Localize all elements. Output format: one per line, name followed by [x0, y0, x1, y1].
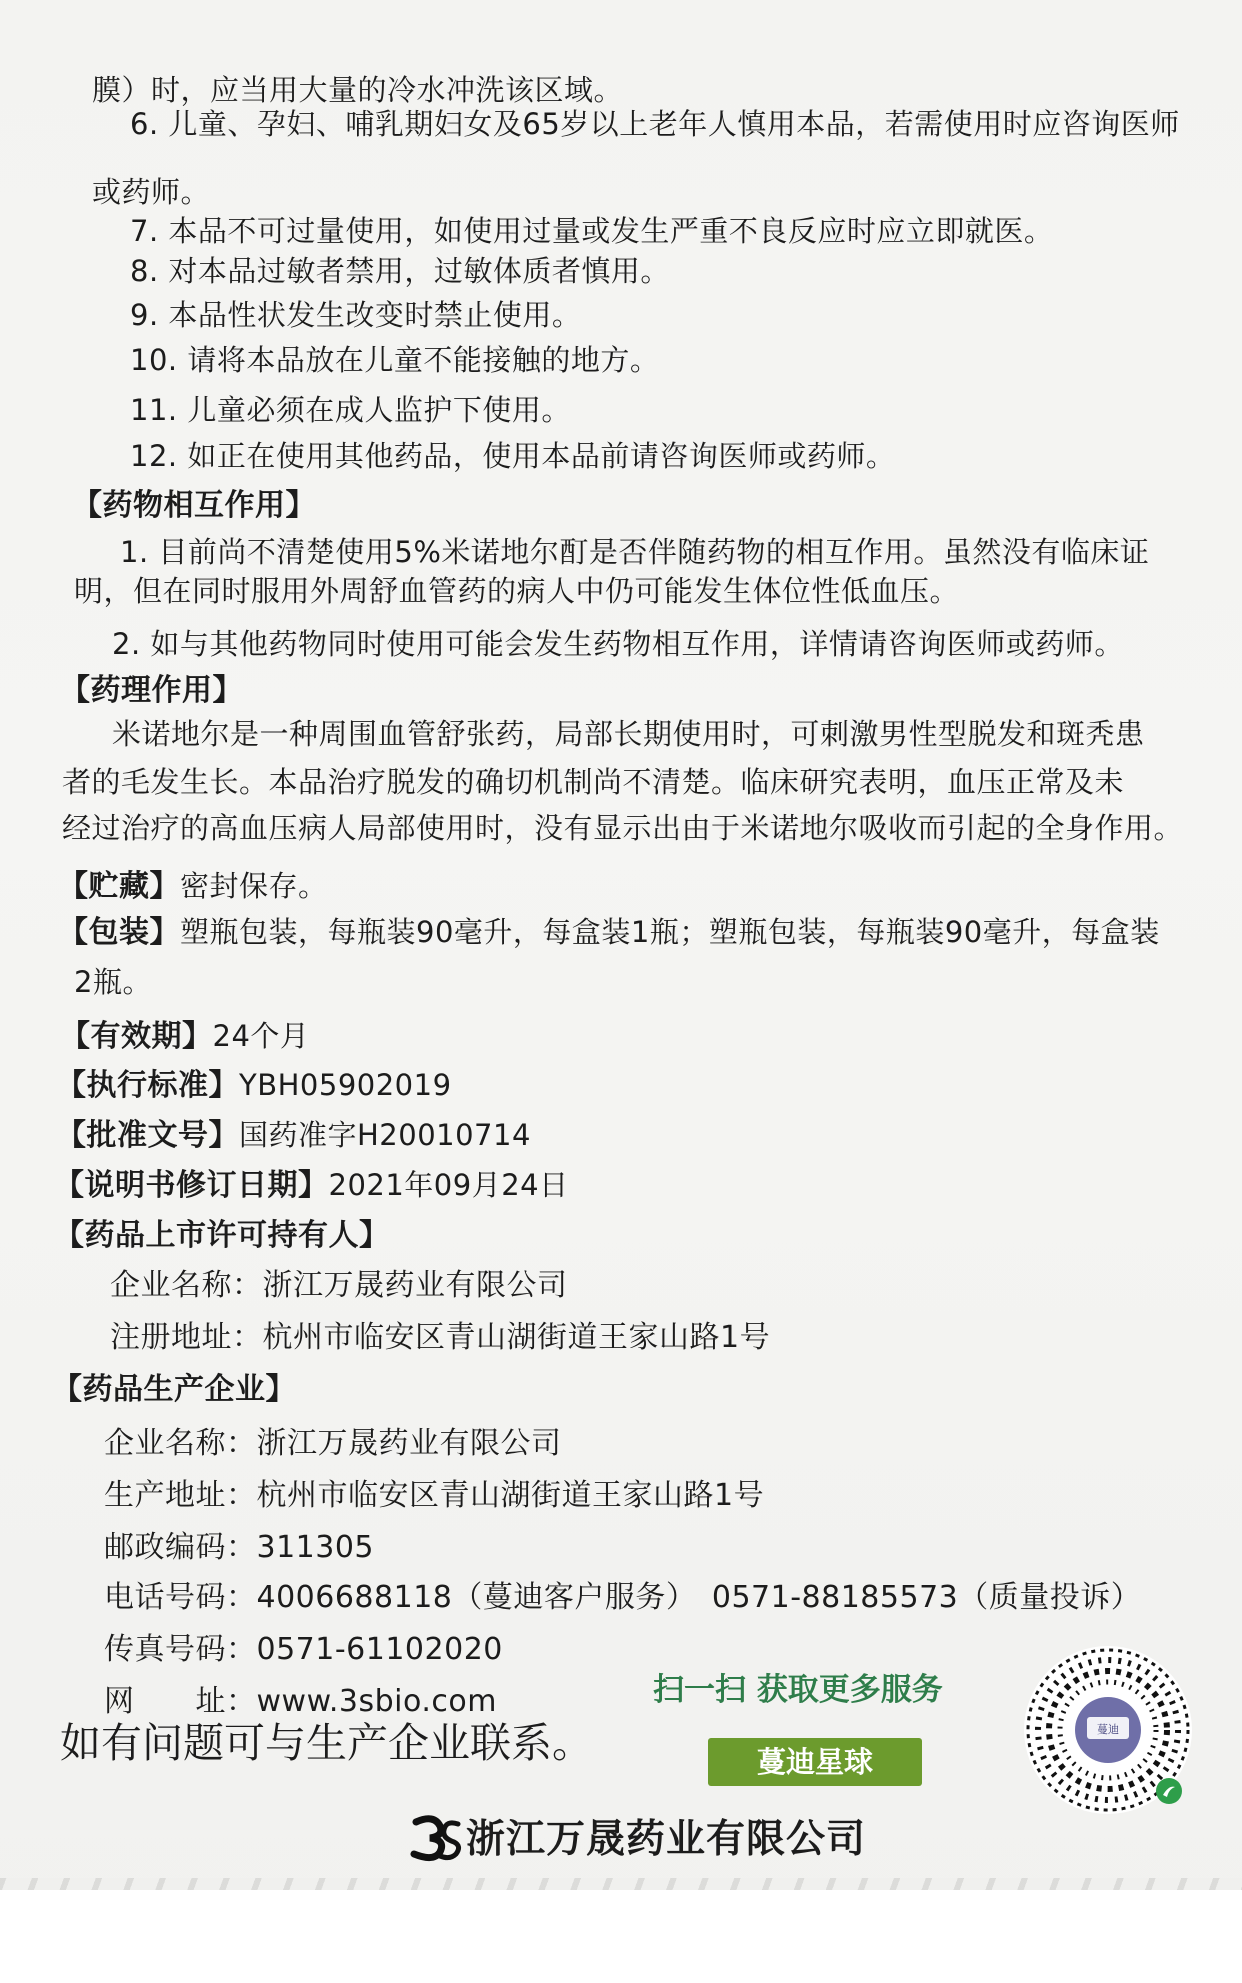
holder-company-label: 企业名称： [110, 1268, 263, 1303]
interaction-1: 1. 目前尚不清楚使用5%米诺地尔酊是否伴随药物的相互作用。虽然没有临床证 [120, 535, 1150, 569]
phone-label: 电话号码： [104, 1580, 257, 1615]
website-label: 网 址： [104, 1684, 257, 1719]
manufacturer-company-row [104, 1426, 562, 1462]
approval-label: 【批准文号】 [56, 1118, 239, 1153]
expiry-row [60, 1018, 309, 1055]
caution-6: 6. 儿童、孕妇、哺乳期妇女及65岁以上老年人慎用本品，若需使用时应咨询医师 [130, 107, 1180, 141]
manufacturer-address-value: 杭州市临安区青山湖街道王家山路1号 [256, 1478, 765, 1513]
packaging-continued: 2瓶。 [74, 965, 152, 999]
website-row [104, 1684, 497, 1720]
phone-value: 4006688118（蔓迪客户服务） 0571-88185573（质量投诉） [256, 1580, 1142, 1615]
caution-9: 9. 本品性状发生改变时禁止使用。 [130, 298, 582, 332]
fax-row [104, 1632, 503, 1668]
section-heading-pharmacology: 【药理作用】 [60, 673, 243, 708]
packaging-value: 塑瓶包装，每瓶装90毫升，每盒装1瓶；塑瓶包装，每瓶装90毫升，每盒装 [180, 915, 1160, 949]
postal-code-label: 邮政编码： [104, 1530, 257, 1565]
holder-company-row [110, 1268, 568, 1304]
holder-address-label: 注册地址： [110, 1320, 263, 1355]
section-heading-manufacturer: 【药品生产企业】 [52, 1372, 296, 1407]
pharmacology-line-1: 米诺地尔是一种周围血管舒张药，局部长期使用时，可刺激男性型脱发和斑秃患 [112, 717, 1145, 751]
approval-row [56, 1117, 531, 1154]
expiry-label: 【有效期】 [60, 1019, 213, 1054]
qr-center-label: 蔓迪 [1097, 1723, 1119, 1736]
standard-label: 【执行标准】 [56, 1068, 239, 1103]
storage-value: 密封保存。 [180, 869, 328, 903]
standard-value: YBH05902019 [239, 1068, 452, 1102]
manufacturer-address-row [104, 1478, 764, 1514]
pharmacology-line-3: 经过治疗的高血压病人局部使用时，没有显示出由于米诺地尔吸收而引起的全身作用。 [62, 811, 1184, 845]
caution-5-continued: 膜）时，应当用大量的冷水冲洗该区域。 [92, 73, 624, 107]
storage-row [58, 868, 328, 905]
caution-8: 8. 对本品过敏者禁用，过敏体质者慎用。 [130, 254, 670, 288]
packaging-label: 【包装】 [58, 915, 180, 950]
packaging-row [58, 914, 1160, 951]
approval-value: 国药准字H20010714 [239, 1118, 531, 1152]
mandi-planet-button[interactable]: 蔓迪星球 [708, 1738, 922, 1786]
caution-11: 11. 儿童必须在成人监护下使用。 [130, 393, 571, 427]
manufacturer-company-label: 企业名称： [104, 1426, 257, 1461]
footer-company-name: 浙江万晟药业有限公司 [466, 1817, 867, 1862]
website-value[interactable]: www.3sbio.com [256, 1684, 497, 1719]
section-heading-holder: 【药品上市许可持有人】 [54, 1218, 390, 1253]
holder-address-value: 杭州市临安区青山湖街道王家山路1号 [262, 1320, 771, 1355]
section-heading-interactions: 【药物相互作用】 [72, 488, 316, 523]
standard-row [56, 1067, 452, 1104]
revision-row [54, 1167, 569, 1204]
interaction-2: 2. 如与其他药物同时使用可能会发生药物相互作用，详情请咨询医师或药师。 [112, 627, 1124, 661]
interaction-1-continued: 明，但在同时服用外周舒血管药的病人中仍可能发生体位性低血压。 [74, 574, 960, 608]
fax-value: 0571-61102020 [256, 1632, 503, 1667]
contact-note: 如有问题可与生产企业联系。 [60, 1719, 593, 1767]
page-bottom-margin [0, 1890, 1242, 1983]
phone-row [104, 1580, 1141, 1616]
caution-6-continued: 或药师。 [92, 175, 211, 209]
expiry-value: 24个月 [212, 1019, 310, 1053]
caution-10: 10. 请将本品放在儿童不能接触的地方。 [130, 343, 660, 377]
caution-7: 7. 本品不可过量使用，如使用过量或发生严重不良反应时应立即就医。 [130, 214, 1054, 248]
mini-program-code-icon[interactable] [1023, 1645, 1193, 1815]
manufacturer-address-label: 生产地址： [104, 1478, 257, 1513]
postal-code-value: 311305 [256, 1530, 375, 1565]
3sbio-logo-icon [410, 1814, 462, 1862]
manufacturer-company-value: 浙江万晟药业有限公司 [256, 1426, 562, 1461]
storage-label: 【贮藏】 [58, 869, 180, 904]
postal-code-row [104, 1530, 374, 1566]
revision-label: 【说明书修订日期】 [54, 1168, 329, 1203]
pharmacology-line-2: 者的毛发生长。本品治疗脱发的确切机制尚不清楚。临床研究表明，血压正常及未 [62, 765, 1125, 799]
caution-12: 12. 如正在使用其他药品，使用本品前请咨询医师或药师。 [130, 439, 896, 473]
revision-value: 2021年09月24日 [328, 1168, 569, 1202]
scan-promo-text: 扫一扫 获取更多服务 [653, 1672, 943, 1708]
holder-company-value: 浙江万晟药业有限公司 [262, 1268, 568, 1303]
holder-address-row [110, 1320, 770, 1356]
fax-label: 传真号码： [104, 1632, 257, 1667]
